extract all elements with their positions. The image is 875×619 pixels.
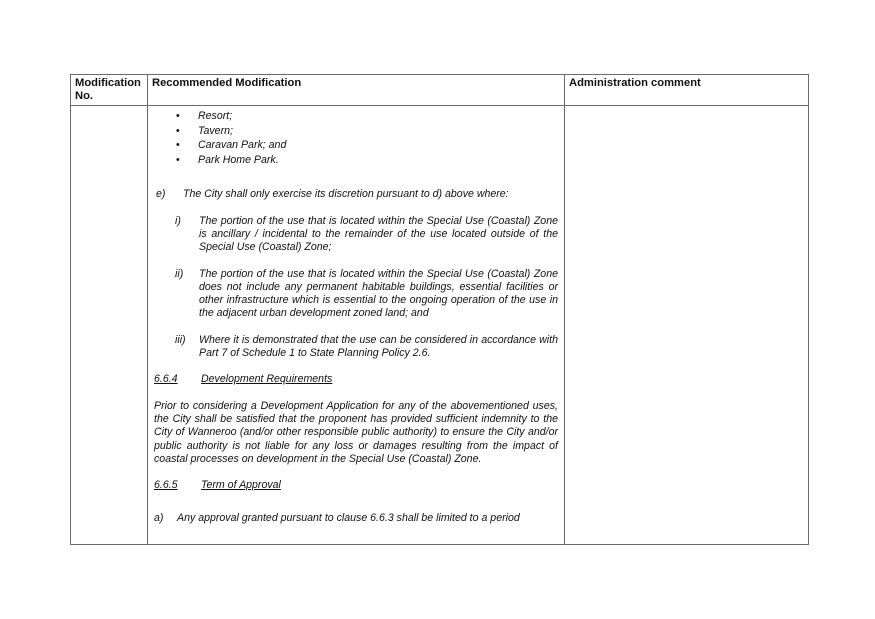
section-number: 6.6.5 [154, 479, 178, 492]
sub-item-ii [154, 268, 558, 321]
list-item [176, 139, 558, 154]
sub-item-text: Where it is demonstrated that the use can be considered in accordance with Part 7 of Schedule 1 to State Planning Policy 2.6. [199, 333, 558, 360]
sub-item-marker: iii) [175, 333, 186, 346]
section-title: Development Requirements [201, 373, 333, 386]
sub-item-marker: i) [175, 214, 181, 227]
section-665-heading [154, 479, 558, 492]
section-number: 6.6.4 [154, 373, 178, 386]
list-item-text: Caravan Park; and [198, 139, 287, 152]
list-item-text: Park Home Park. [198, 153, 279, 166]
list-item-text: Tavern; [198, 124, 233, 137]
clause-a-marker: a) [154, 512, 164, 525]
clause-a [154, 512, 558, 525]
list-item [176, 110, 558, 125]
clause-e-text: The City shall only exercise its discretion pursuant to d) above where: [183, 188, 509, 201]
clause-e [154, 188, 558, 201]
administration-comment-cell [565, 106, 809, 545]
use-list [154, 110, 558, 168]
sub-item-marker: ii) [175, 267, 184, 280]
header-administration-comment: Administration comment [565, 75, 809, 106]
header-recommended-modification: Recommended Modification [148, 75, 565, 106]
list-item [176, 125, 558, 140]
section-664-heading [154, 373, 558, 386]
bullet-icon: • [176, 124, 180, 137]
recommended-modification-cell [148, 106, 565, 545]
bullet-icon: • [176, 139, 180, 152]
table-row [71, 106, 809, 545]
bullet-icon: • [176, 153, 180, 166]
sub-item-text: The portion of the use that is located within the Special Use (Coastal) Zone is ancillary / incidental to the remainder of the use located outside of the Special Use (Coastal) Zone; [199, 214, 558, 254]
list-item-text: Resort; [198, 110, 233, 122]
bullet-icon: • [176, 110, 180, 122]
section-664-paragraph: Prior to considering a Development Application for any of the abovementioned uses, the City shall be satisfied that the proponent has provided sufficient indemnity to the City of Wanneroo (and/or other responsible public authority) to ensure the City and/or public authority is not liable for any loss or damages resulting from the impact of coastal processes on development in the Special Use (Coastal) Zone. [154, 399, 558, 465]
sub-item-text: The portion of the use that is located within the Special Use (Coastal) Zone does not include any permanent habitable buildings, essential facilities or other infrastructure which is essential to the ongoing operation of the use in the adjacent urban development zoned land; and [199, 267, 558, 320]
sub-item-iii [154, 334, 558, 361]
modifications-table [70, 74, 809, 545]
modification-no-cell [71, 106, 148, 545]
clause-e-marker: e) [156, 188, 166, 201]
clause-a-text: Any approval granted pursuant to clause 6.6.3 shall be limited to a period [177, 512, 520, 525]
list-item [176, 154, 558, 169]
header-modification-no: Modification No. [71, 75, 148, 106]
sub-item-i [154, 215, 558, 255]
table-header-row [71, 75, 809, 106]
section-title: Term of Approval [201, 479, 281, 492]
